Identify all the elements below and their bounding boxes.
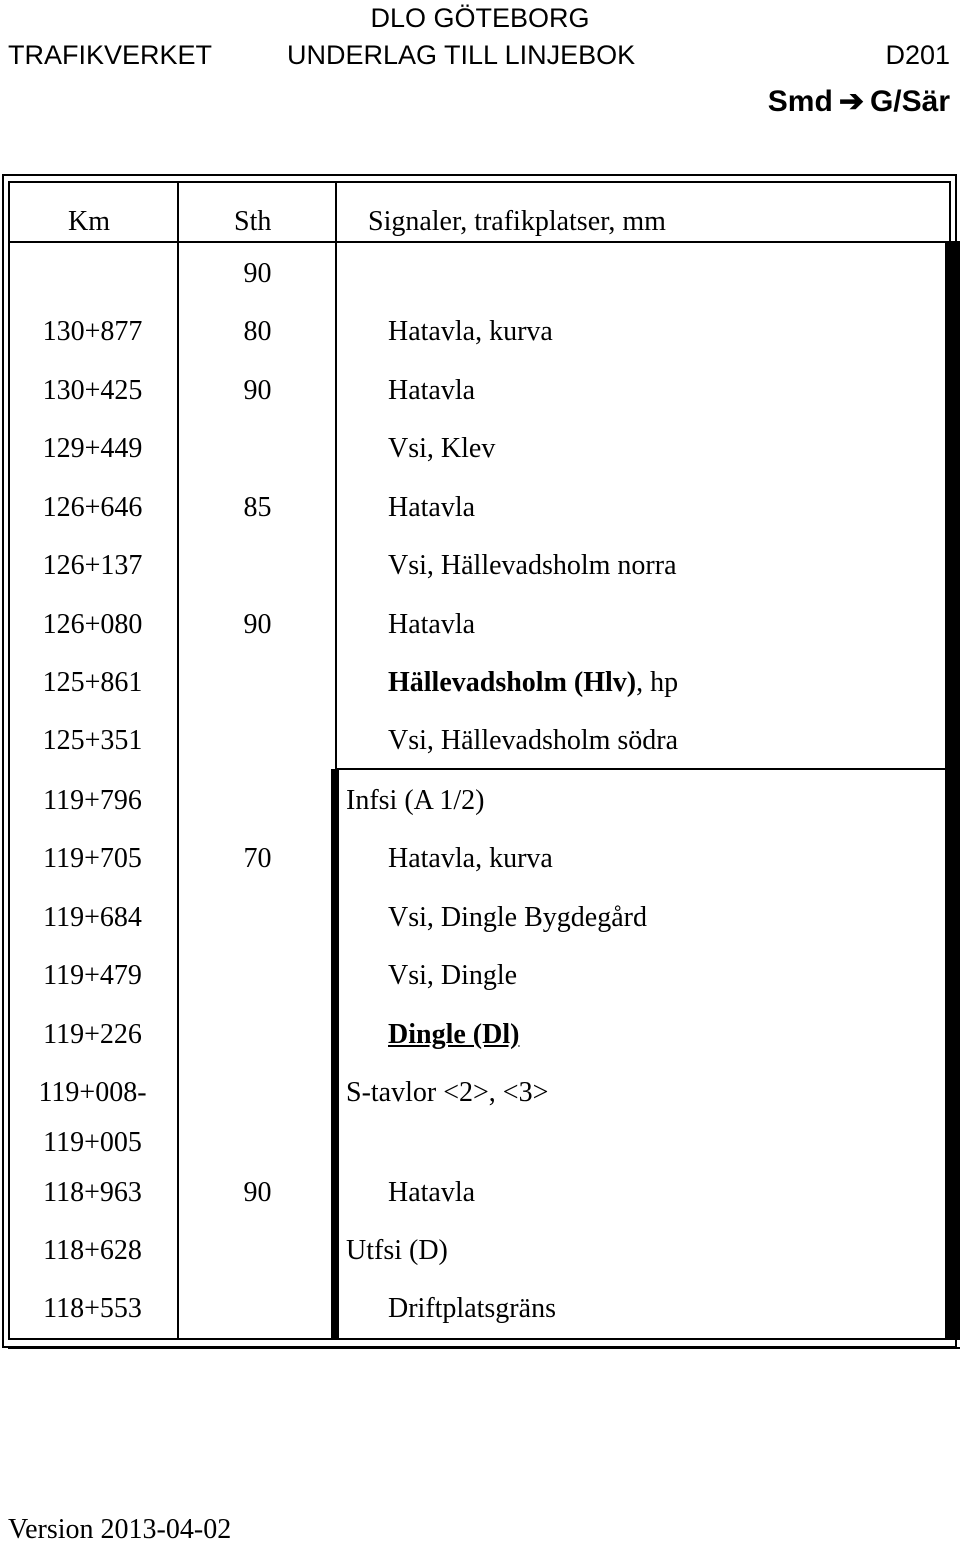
km-cell: 129+449: [42, 433, 143, 464]
header-document-title: UNDERLAG TILL LINJEBOK: [287, 40, 636, 70]
table-row: [0, 947, 960, 1005]
table-row: [0, 420, 960, 478]
km-cell: 119+226: [43, 1019, 142, 1050]
signal-cell: Vsi, Hällevadsholm södra: [388, 725, 679, 756]
route-from: Smd: [767, 85, 833, 118]
header-organization: TRAFIKVERKET: [8, 40, 213, 70]
km-cell: 125+861: [42, 667, 143, 698]
table-row: [0, 1164, 960, 1222]
table-row: [0, 479, 960, 537]
signal-cell: Hatavla, kurva: [388, 316, 553, 347]
km-cell: 119+005: [43, 1127, 142, 1158]
signal-cell: Vsi, Hällevadsholm norra: [388, 550, 677, 581]
km-cell: 119+479: [43, 960, 142, 991]
table-row: [0, 1280, 960, 1338]
table-row: [0, 889, 960, 947]
route-heading: [768, 84, 950, 119]
sth-cell: 90: [243, 375, 272, 406]
sth-cell: 90: [243, 1177, 272, 1208]
table-row: [0, 772, 960, 830]
sth-cell: 90: [243, 258, 272, 289]
column-header-km: Km: [68, 206, 110, 237]
header-region: DLO GÖTEBORG: [370, 3, 590, 33]
signal-cell: Infsi (A 1/2): [346, 785, 485, 816]
table-row: [0, 303, 960, 361]
signal-cell: Vsi, Klev: [388, 433, 496, 464]
table-row: [0, 596, 960, 654]
signal-cell: [388, 654, 678, 712]
signal-cell: Vsi, Dingle Bygdegård: [388, 902, 647, 933]
table-row: [0, 362, 960, 420]
km-cell: 126+080: [42, 609, 143, 640]
table-row: [0, 830, 960, 888]
signal-cell: Hatavla, kurva: [388, 843, 553, 874]
km-cell: 119+684: [43, 902, 142, 933]
sth-cell: 85: [243, 492, 272, 523]
km-cell: 119+705: [43, 843, 142, 874]
signal-cell: Hatavla: [388, 375, 476, 406]
table-bottom-rule: [8, 1347, 960, 1349]
table-row: [0, 712, 960, 770]
arrow-right-icon: ➔: [838, 85, 864, 118]
signal-cell: Hatavla: [388, 609, 476, 640]
km-cell: 119+008-: [38, 1077, 147, 1108]
sth-cell: 70: [243, 843, 272, 874]
signal-cell: S-tavlor <2>, <3>: [346, 1077, 549, 1108]
table-row: [0, 1222, 960, 1280]
km-cell: 130+877: [42, 316, 143, 347]
version-footer: Version 2013-04-02: [8, 1514, 232, 1545]
header-document-code: D201: [885, 40, 950, 70]
signal-cell: Vsi, Dingle: [388, 960, 518, 991]
km-cell: 125+351: [42, 725, 143, 756]
km-cell: 126+137: [42, 550, 143, 581]
table-row: [0, 654, 960, 712]
station-suffix: , hp: [636, 667, 679, 698]
table-row: [0, 1006, 960, 1064]
column-header-signals: Signaler, trafikplatser, mm: [368, 206, 666, 237]
km-cell: 130+425: [42, 375, 143, 406]
table-row: [0, 537, 960, 595]
km-cell: 118+553: [43, 1293, 142, 1324]
km-cell: 119+796: [43, 785, 142, 816]
signal-cell: Hatavla: [388, 1177, 476, 1208]
km-cell: 118+963: [43, 1177, 142, 1208]
km-cell: 118+628: [43, 1235, 142, 1266]
station-name: Dingle (Dl): [388, 1019, 520, 1050]
table-row: [0, 245, 960, 303]
signal-cell: Hatavla: [388, 492, 476, 523]
column-header-sth: Sth: [234, 206, 272, 237]
station-name: Hällevadsholm (Hlv): [388, 667, 637, 698]
route-to: G/Sär: [869, 85, 950, 118]
km-cell: 126+646: [42, 492, 143, 523]
sth-cell: 80: [243, 316, 272, 347]
signal-cell: Utfsi (D): [346, 1235, 448, 1266]
signal-cell: Driftplatsgräns: [388, 1293, 556, 1324]
sth-cell: 90: [243, 609, 272, 640]
